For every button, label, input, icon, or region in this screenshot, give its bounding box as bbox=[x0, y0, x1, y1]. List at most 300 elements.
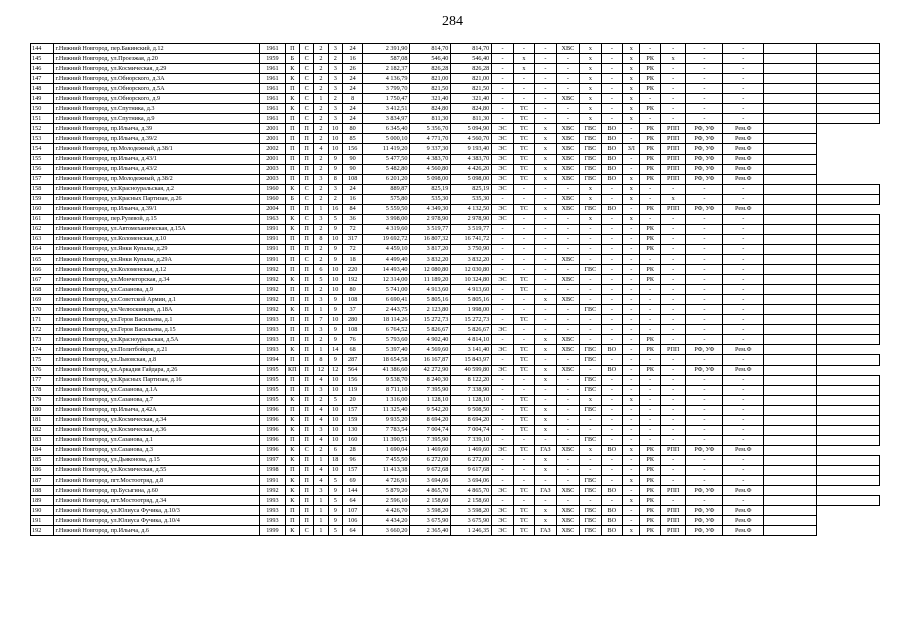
table-cell: - bbox=[601, 214, 622, 224]
table-cell: ЭС bbox=[492, 506, 513, 516]
table-cell: - bbox=[660, 104, 686, 114]
table-cell: 2 bbox=[314, 244, 328, 254]
table-cell: - bbox=[723, 415, 764, 425]
table-cell: х bbox=[623, 94, 640, 104]
table-cell: 5 793,60 bbox=[363, 335, 410, 345]
table-cell: 1993 bbox=[260, 516, 286, 526]
table-cell: 535,30 bbox=[410, 194, 451, 204]
table-cell: 2 443,75 bbox=[363, 305, 410, 315]
table-cell bbox=[817, 84, 880, 94]
table-cell: - bbox=[492, 385, 513, 395]
table-cell: ЭС bbox=[492, 365, 513, 375]
table-cell: - bbox=[623, 516, 640, 526]
table-cell: г.Нижний Новгород, пр.Молодежный, д.38/1 bbox=[53, 144, 260, 154]
table-cell: х bbox=[623, 74, 640, 84]
table-cell: РК bbox=[640, 104, 660, 114]
table-cell: - bbox=[723, 435, 764, 445]
table-cell: - bbox=[492, 405, 513, 415]
table-cell: 2 bbox=[314, 124, 328, 134]
table-cell: - bbox=[601, 455, 622, 465]
table-cell: 90 bbox=[342, 164, 362, 174]
table-cell: 3 675,90 bbox=[410, 516, 451, 526]
table-cell: 10 324,80 bbox=[451, 275, 492, 285]
table-cell: 1995 bbox=[260, 365, 286, 375]
table-cell: - bbox=[513, 385, 534, 395]
table-cell: - bbox=[623, 244, 640, 254]
table-cell: - bbox=[556, 455, 580, 465]
table-cell: 2001 bbox=[260, 134, 286, 144]
table-cell: 5 094,90 bbox=[451, 124, 492, 134]
table-cell: 3 bbox=[314, 214, 328, 224]
table-cell: г.Нижний Новгород, ул.Космическая, д.34 bbox=[53, 415, 260, 425]
table-cell: - bbox=[556, 234, 580, 244]
table-cell bbox=[764, 134, 817, 144]
table-cell: 564 bbox=[342, 365, 362, 375]
table-cell bbox=[764, 124, 817, 134]
table-cell: - bbox=[535, 114, 556, 124]
table-cell: ХВС bbox=[556, 275, 580, 285]
table-cell: Рем.Ф bbox=[723, 204, 764, 214]
table-cell: 4 136,79 bbox=[363, 74, 410, 84]
table-cell: 80 bbox=[342, 285, 362, 295]
table-cell: г.Нижний Новгород, ул.Янки Купалы, д.29 bbox=[53, 244, 260, 254]
table-cell: ТС bbox=[513, 516, 534, 526]
table-cell: - bbox=[601, 465, 622, 475]
table-cell: С bbox=[299, 214, 313, 224]
table-cell: - bbox=[723, 275, 764, 285]
table-cell: 10 bbox=[328, 435, 342, 445]
table-cell: РК bbox=[640, 526, 660, 536]
table-cell: 1995 bbox=[260, 395, 286, 405]
table-cell: РК bbox=[640, 54, 660, 64]
table-cell: ТС bbox=[513, 315, 534, 325]
table-cell: П bbox=[285, 465, 299, 475]
table-cell: - bbox=[723, 285, 764, 295]
table-cell: РФ, УФ bbox=[686, 164, 723, 174]
table-cell: РК bbox=[640, 244, 660, 254]
table-cell: - bbox=[640, 385, 660, 395]
table-cell: 84 bbox=[342, 204, 362, 214]
table-cell: 220 bbox=[342, 265, 362, 275]
table-cell bbox=[764, 44, 817, 54]
table-cell: 3 bbox=[328, 104, 342, 114]
table-cell: - bbox=[492, 64, 513, 74]
table-cell: 1 246,35 bbox=[451, 526, 492, 536]
table-cell: - bbox=[723, 465, 764, 475]
table-cell: К bbox=[285, 395, 299, 405]
table-cell: 811,30 bbox=[451, 114, 492, 124]
table-cell: - bbox=[513, 455, 534, 465]
table-cell: 5 482,80 bbox=[363, 164, 410, 174]
table-row bbox=[31, 425, 880, 435]
table-cell: РПП bbox=[660, 124, 686, 134]
table-cell: 6 764,52 bbox=[363, 325, 410, 335]
table-cell: - bbox=[513, 184, 534, 194]
table-cell: - bbox=[535, 275, 556, 285]
table-cell bbox=[764, 164, 817, 174]
table-cell: 9 bbox=[328, 295, 342, 305]
table-cell: 163 bbox=[31, 234, 54, 244]
table-cell: х bbox=[623, 174, 640, 184]
table-cell: 1 bbox=[314, 204, 328, 214]
table-cell: х bbox=[580, 74, 601, 84]
table-cell: ВО bbox=[601, 164, 622, 174]
table-cell: 5 098,00 bbox=[410, 174, 451, 184]
table-cell: - bbox=[601, 315, 622, 325]
table-cell: 178 bbox=[31, 385, 54, 395]
table-row bbox=[31, 476, 880, 486]
table-cell: - bbox=[601, 44, 622, 54]
table-cell: ЭС bbox=[492, 275, 513, 285]
table-cell: - bbox=[601, 496, 622, 506]
table-cell: ТС bbox=[513, 144, 534, 154]
table-cell: РК bbox=[640, 204, 660, 214]
table-cell: х bbox=[580, 94, 601, 104]
table-cell: х bbox=[580, 194, 601, 204]
table-cell: - bbox=[623, 345, 640, 355]
table-cell: 169 bbox=[31, 295, 54, 305]
table-cell: ГВС bbox=[580, 486, 601, 496]
table-cell: 64 bbox=[342, 526, 362, 536]
table-cell: х bbox=[623, 114, 640, 124]
table-cell: - bbox=[640, 44, 660, 54]
table-cell: - bbox=[723, 325, 764, 335]
table-cell: - bbox=[535, 305, 556, 315]
table-cell: П bbox=[299, 315, 313, 325]
table-cell: г.Нижний Новгород, ул.Коломенская, д.10 bbox=[53, 234, 260, 244]
table-cell: П bbox=[285, 375, 299, 385]
table-cell: 119 bbox=[342, 385, 362, 395]
table-cell: 41 386,60 bbox=[363, 365, 410, 375]
table-cell bbox=[764, 385, 817, 395]
table-cell: 1991 bbox=[260, 234, 286, 244]
table-cell: 9 bbox=[328, 486, 342, 496]
table-cell: 5 bbox=[328, 395, 342, 405]
table-row bbox=[31, 224, 880, 234]
table-row bbox=[31, 365, 880, 375]
table-cell: 5 805,16 bbox=[410, 295, 451, 305]
table-cell: - bbox=[640, 295, 660, 305]
table-cell: 157 bbox=[31, 174, 54, 184]
table-cell: 4 434,20 bbox=[363, 516, 410, 526]
table-cell: - bbox=[686, 194, 723, 204]
table-cell: К bbox=[285, 425, 299, 435]
table-cell: - bbox=[601, 254, 622, 264]
table-cell: - bbox=[580, 224, 601, 234]
table-cell bbox=[817, 305, 880, 315]
table-cell: ГВС bbox=[580, 355, 601, 365]
table-cell bbox=[764, 144, 817, 154]
table-cell: РК bbox=[640, 516, 660, 526]
table-cell: ГАЗ bbox=[535, 445, 556, 455]
table-cell bbox=[764, 74, 817, 84]
table-cell: 2 bbox=[328, 94, 342, 104]
table-cell bbox=[764, 184, 817, 194]
table-cell: 11 390,51 bbox=[363, 435, 410, 445]
table-cell bbox=[764, 476, 817, 486]
table-cell: 162 bbox=[31, 224, 54, 234]
table-cell: - bbox=[556, 285, 580, 295]
table-cell bbox=[764, 214, 817, 224]
table-cell: 10 bbox=[328, 144, 342, 154]
table-cell: г.Нижний Новгород, ул.Челюскинцев, д.18А bbox=[53, 305, 260, 315]
table-cell: 40 599,80 bbox=[451, 365, 492, 375]
table-cell: ГВС bbox=[580, 506, 601, 516]
table-row bbox=[31, 496, 880, 506]
table-cell: - bbox=[535, 476, 556, 486]
table-cell: ВО bbox=[601, 345, 622, 355]
table-cell: С bbox=[299, 64, 313, 74]
table-cell: - bbox=[686, 54, 723, 64]
table-cell: - bbox=[556, 184, 580, 194]
table-cell: 160 bbox=[31, 204, 54, 214]
table-cell: С bbox=[299, 74, 313, 84]
table-cell: 814,70 bbox=[410, 44, 451, 54]
table-cell: РПП bbox=[660, 134, 686, 144]
table-cell: - bbox=[492, 194, 513, 204]
table-cell: 8 694,20 bbox=[451, 415, 492, 425]
table-cell: 1 128,10 bbox=[451, 395, 492, 405]
table-cell: - bbox=[601, 84, 622, 94]
table-cell: - bbox=[492, 285, 513, 295]
table-cell: 4 771,70 bbox=[410, 134, 451, 144]
table-cell: - bbox=[660, 496, 686, 506]
table-cell: 181 bbox=[31, 415, 54, 425]
table-cell: 18 114,26 bbox=[363, 315, 410, 325]
table-cell: 3 799,70 bbox=[363, 84, 410, 94]
table-cell bbox=[817, 455, 880, 465]
table-cell: 192 bbox=[31, 526, 54, 536]
table-cell bbox=[817, 184, 880, 194]
table-cell: - bbox=[580, 496, 601, 506]
table-cell: х bbox=[623, 395, 640, 405]
table-cell: ХВС bbox=[556, 44, 580, 54]
table-cell: РПП bbox=[660, 164, 686, 174]
table-cell: 165 bbox=[31, 254, 54, 264]
table-cell: - bbox=[535, 355, 556, 365]
table-cell bbox=[764, 355, 817, 365]
table-cell bbox=[817, 476, 880, 486]
table-cell: 9 672,68 bbox=[410, 465, 451, 475]
table-cell: П bbox=[299, 144, 313, 154]
table-cell: ХВС bbox=[556, 506, 580, 516]
table-cell: - bbox=[686, 425, 723, 435]
table-cell: ТС bbox=[513, 365, 534, 375]
table-cell: 2 bbox=[314, 74, 328, 84]
table-cell: 1 128,10 bbox=[410, 395, 451, 405]
table-cell: - bbox=[640, 415, 660, 425]
table-cell: - bbox=[492, 84, 513, 94]
table-row bbox=[31, 114, 880, 124]
table-cell: 3 bbox=[314, 295, 328, 305]
table-cell: 176 bbox=[31, 365, 54, 375]
table-cell: С bbox=[299, 54, 313, 64]
table-cell: г.Нижний Новгород, ул.Автомеханическая, д.15А bbox=[53, 224, 260, 234]
table-cell: ВО bbox=[601, 204, 622, 214]
table-cell: - bbox=[640, 305, 660, 315]
table-cell: РФ, УФ bbox=[686, 154, 723, 164]
table-cell: 168 bbox=[31, 285, 54, 295]
table-cell bbox=[764, 425, 817, 435]
table-cell: П bbox=[285, 265, 299, 275]
table-cell: г.Нижний Новгород, пер.Бакинский, д.12 bbox=[53, 44, 260, 54]
table-cell: ТС bbox=[513, 355, 534, 365]
table-cell: - bbox=[556, 415, 580, 425]
table-cell: - bbox=[556, 74, 580, 84]
table-cell: ГВС bbox=[580, 154, 601, 164]
table-cell: ТС bbox=[513, 526, 534, 536]
table-cell: 158 bbox=[31, 184, 54, 194]
table-cell: - bbox=[492, 114, 513, 124]
table-cell: 3 694,06 bbox=[451, 476, 492, 486]
table-cell: ХВС bbox=[556, 194, 580, 204]
table-cell: 4 349,30 bbox=[410, 204, 451, 214]
table-cell: - bbox=[601, 435, 622, 445]
table-cell: 3 bbox=[314, 425, 328, 435]
table-cell: Рем.Ф bbox=[723, 134, 764, 144]
table-cell: 587,08 bbox=[363, 54, 410, 64]
table-cell bbox=[817, 375, 880, 385]
table-cell: ХВС bbox=[556, 295, 580, 305]
table-cell bbox=[764, 496, 817, 506]
table-cell: РК bbox=[640, 174, 660, 184]
table-cell: П bbox=[299, 204, 313, 214]
table-cell: 3 519,77 bbox=[451, 224, 492, 234]
table-cell: - bbox=[660, 94, 686, 104]
table-cell: К bbox=[285, 275, 299, 285]
table-cell: П bbox=[299, 174, 313, 184]
table-cell: - bbox=[513, 335, 534, 345]
table-cell: - bbox=[492, 254, 513, 264]
table-cell: г.Нижний Новгород, пр.Ильича, д.43/1 bbox=[53, 154, 260, 164]
table-cell bbox=[764, 365, 817, 375]
table-cell: П bbox=[285, 44, 299, 54]
table-cell: 10 bbox=[328, 275, 342, 285]
table-cell: ТС bbox=[513, 486, 534, 496]
table-cell: РК bbox=[640, 455, 660, 465]
table-cell: ГВС bbox=[580, 124, 601, 134]
table-cell: х bbox=[535, 365, 556, 375]
table-cell: - bbox=[580, 325, 601, 335]
table-cell: 2 596,10 bbox=[363, 496, 410, 506]
table-cell: - bbox=[535, 74, 556, 84]
table-cell: - bbox=[601, 405, 622, 415]
table-cell: К bbox=[285, 455, 299, 465]
table-cell: 3 598,20 bbox=[451, 506, 492, 516]
table-cell: - bbox=[686, 295, 723, 305]
table-cell: 186 bbox=[31, 465, 54, 475]
table-cell: 5 000,10 bbox=[363, 134, 410, 144]
table-cell: - bbox=[686, 74, 723, 84]
table-cell: г.Нижний Новгород, пр.Ильича, д.43/2 bbox=[53, 164, 260, 174]
table-cell: г.Нижний Новгород, ул.Янки Купалы, д.29А bbox=[53, 254, 260, 264]
table-cell: 16 167,87 bbox=[410, 355, 451, 365]
table-cell: РК bbox=[640, 465, 660, 475]
table-cell: 24 bbox=[342, 44, 362, 54]
table-cell: - bbox=[623, 124, 640, 134]
table-cell: РК bbox=[640, 496, 660, 506]
table-cell: - bbox=[513, 214, 534, 224]
table-cell: х bbox=[580, 214, 601, 224]
table-cell: 3 832,20 bbox=[451, 254, 492, 264]
table-cell: - bbox=[556, 435, 580, 445]
table-cell: ТС bbox=[513, 415, 534, 425]
table-cell bbox=[817, 44, 880, 54]
table-cell: 7 339,10 bbox=[451, 435, 492, 445]
table-cell: - bbox=[513, 94, 534, 104]
table-cell: РК bbox=[640, 124, 660, 134]
table-cell: х bbox=[535, 405, 556, 415]
table-cell: - bbox=[660, 295, 686, 305]
table-cell: 76 bbox=[342, 335, 362, 345]
table-cell bbox=[817, 54, 880, 64]
table-cell: 16 bbox=[342, 194, 362, 204]
table-cell: 166 bbox=[31, 265, 54, 275]
table-cell: 151 bbox=[31, 114, 54, 124]
table-cell: 7 338,90 bbox=[451, 385, 492, 395]
table-cell: 2 bbox=[314, 64, 328, 74]
table-cell: РФ, УФ bbox=[686, 134, 723, 144]
table-cell: г.Нижний Новгород, пер.Рулевой, д.15 bbox=[53, 214, 260, 224]
table-cell: - bbox=[640, 325, 660, 335]
housing-table-container bbox=[30, 43, 880, 536]
table-cell bbox=[817, 64, 880, 74]
table-cell: - bbox=[686, 285, 723, 295]
table-cell bbox=[817, 104, 880, 114]
table-cell: П bbox=[299, 345, 313, 355]
table-cell: - bbox=[686, 315, 723, 325]
table-cell: - bbox=[660, 114, 686, 124]
table-cell: П bbox=[285, 144, 299, 154]
table-cell: РК bbox=[640, 164, 660, 174]
table-cell: - bbox=[686, 104, 723, 114]
table-cell: 1 bbox=[314, 455, 328, 465]
table-cell: РК bbox=[640, 64, 660, 74]
table-cell: 172 bbox=[31, 325, 54, 335]
table-cell: 145 bbox=[31, 54, 54, 64]
table-cell: 12 314,00 bbox=[363, 275, 410, 285]
table-cell: - bbox=[513, 465, 534, 475]
table-cell: 1 bbox=[314, 516, 328, 526]
table-cell: - bbox=[513, 496, 534, 506]
table-cell: - bbox=[660, 425, 686, 435]
housing-table bbox=[30, 43, 880, 536]
table-cell: - bbox=[723, 295, 764, 305]
table-cell: 5 098,00 bbox=[451, 174, 492, 184]
table-cell: 3 bbox=[328, 74, 342, 84]
table-cell: РПП bbox=[660, 154, 686, 164]
table-cell: РПП bbox=[660, 445, 686, 455]
table-cell: - bbox=[556, 54, 580, 64]
table-cell: К bbox=[285, 415, 299, 425]
table-cell: - bbox=[492, 375, 513, 385]
table-cell: ХВС bbox=[556, 154, 580, 164]
table-cell: 10 bbox=[328, 385, 342, 395]
table-cell: х bbox=[623, 526, 640, 536]
table-cell: х bbox=[535, 455, 556, 465]
table-cell: 157 bbox=[342, 405, 362, 415]
table-cell: - bbox=[601, 325, 622, 335]
table-cell: РПП bbox=[660, 174, 686, 184]
table-cell: - bbox=[723, 305, 764, 315]
table-cell: - bbox=[723, 74, 764, 84]
table-cell: 1992 bbox=[260, 305, 286, 315]
table-cell: ХВС bbox=[556, 134, 580, 144]
table-cell: ЭС bbox=[492, 184, 513, 194]
table-cell: 1 690,04 bbox=[363, 445, 410, 455]
table-cell: - bbox=[601, 285, 622, 295]
table-row bbox=[31, 345, 880, 355]
